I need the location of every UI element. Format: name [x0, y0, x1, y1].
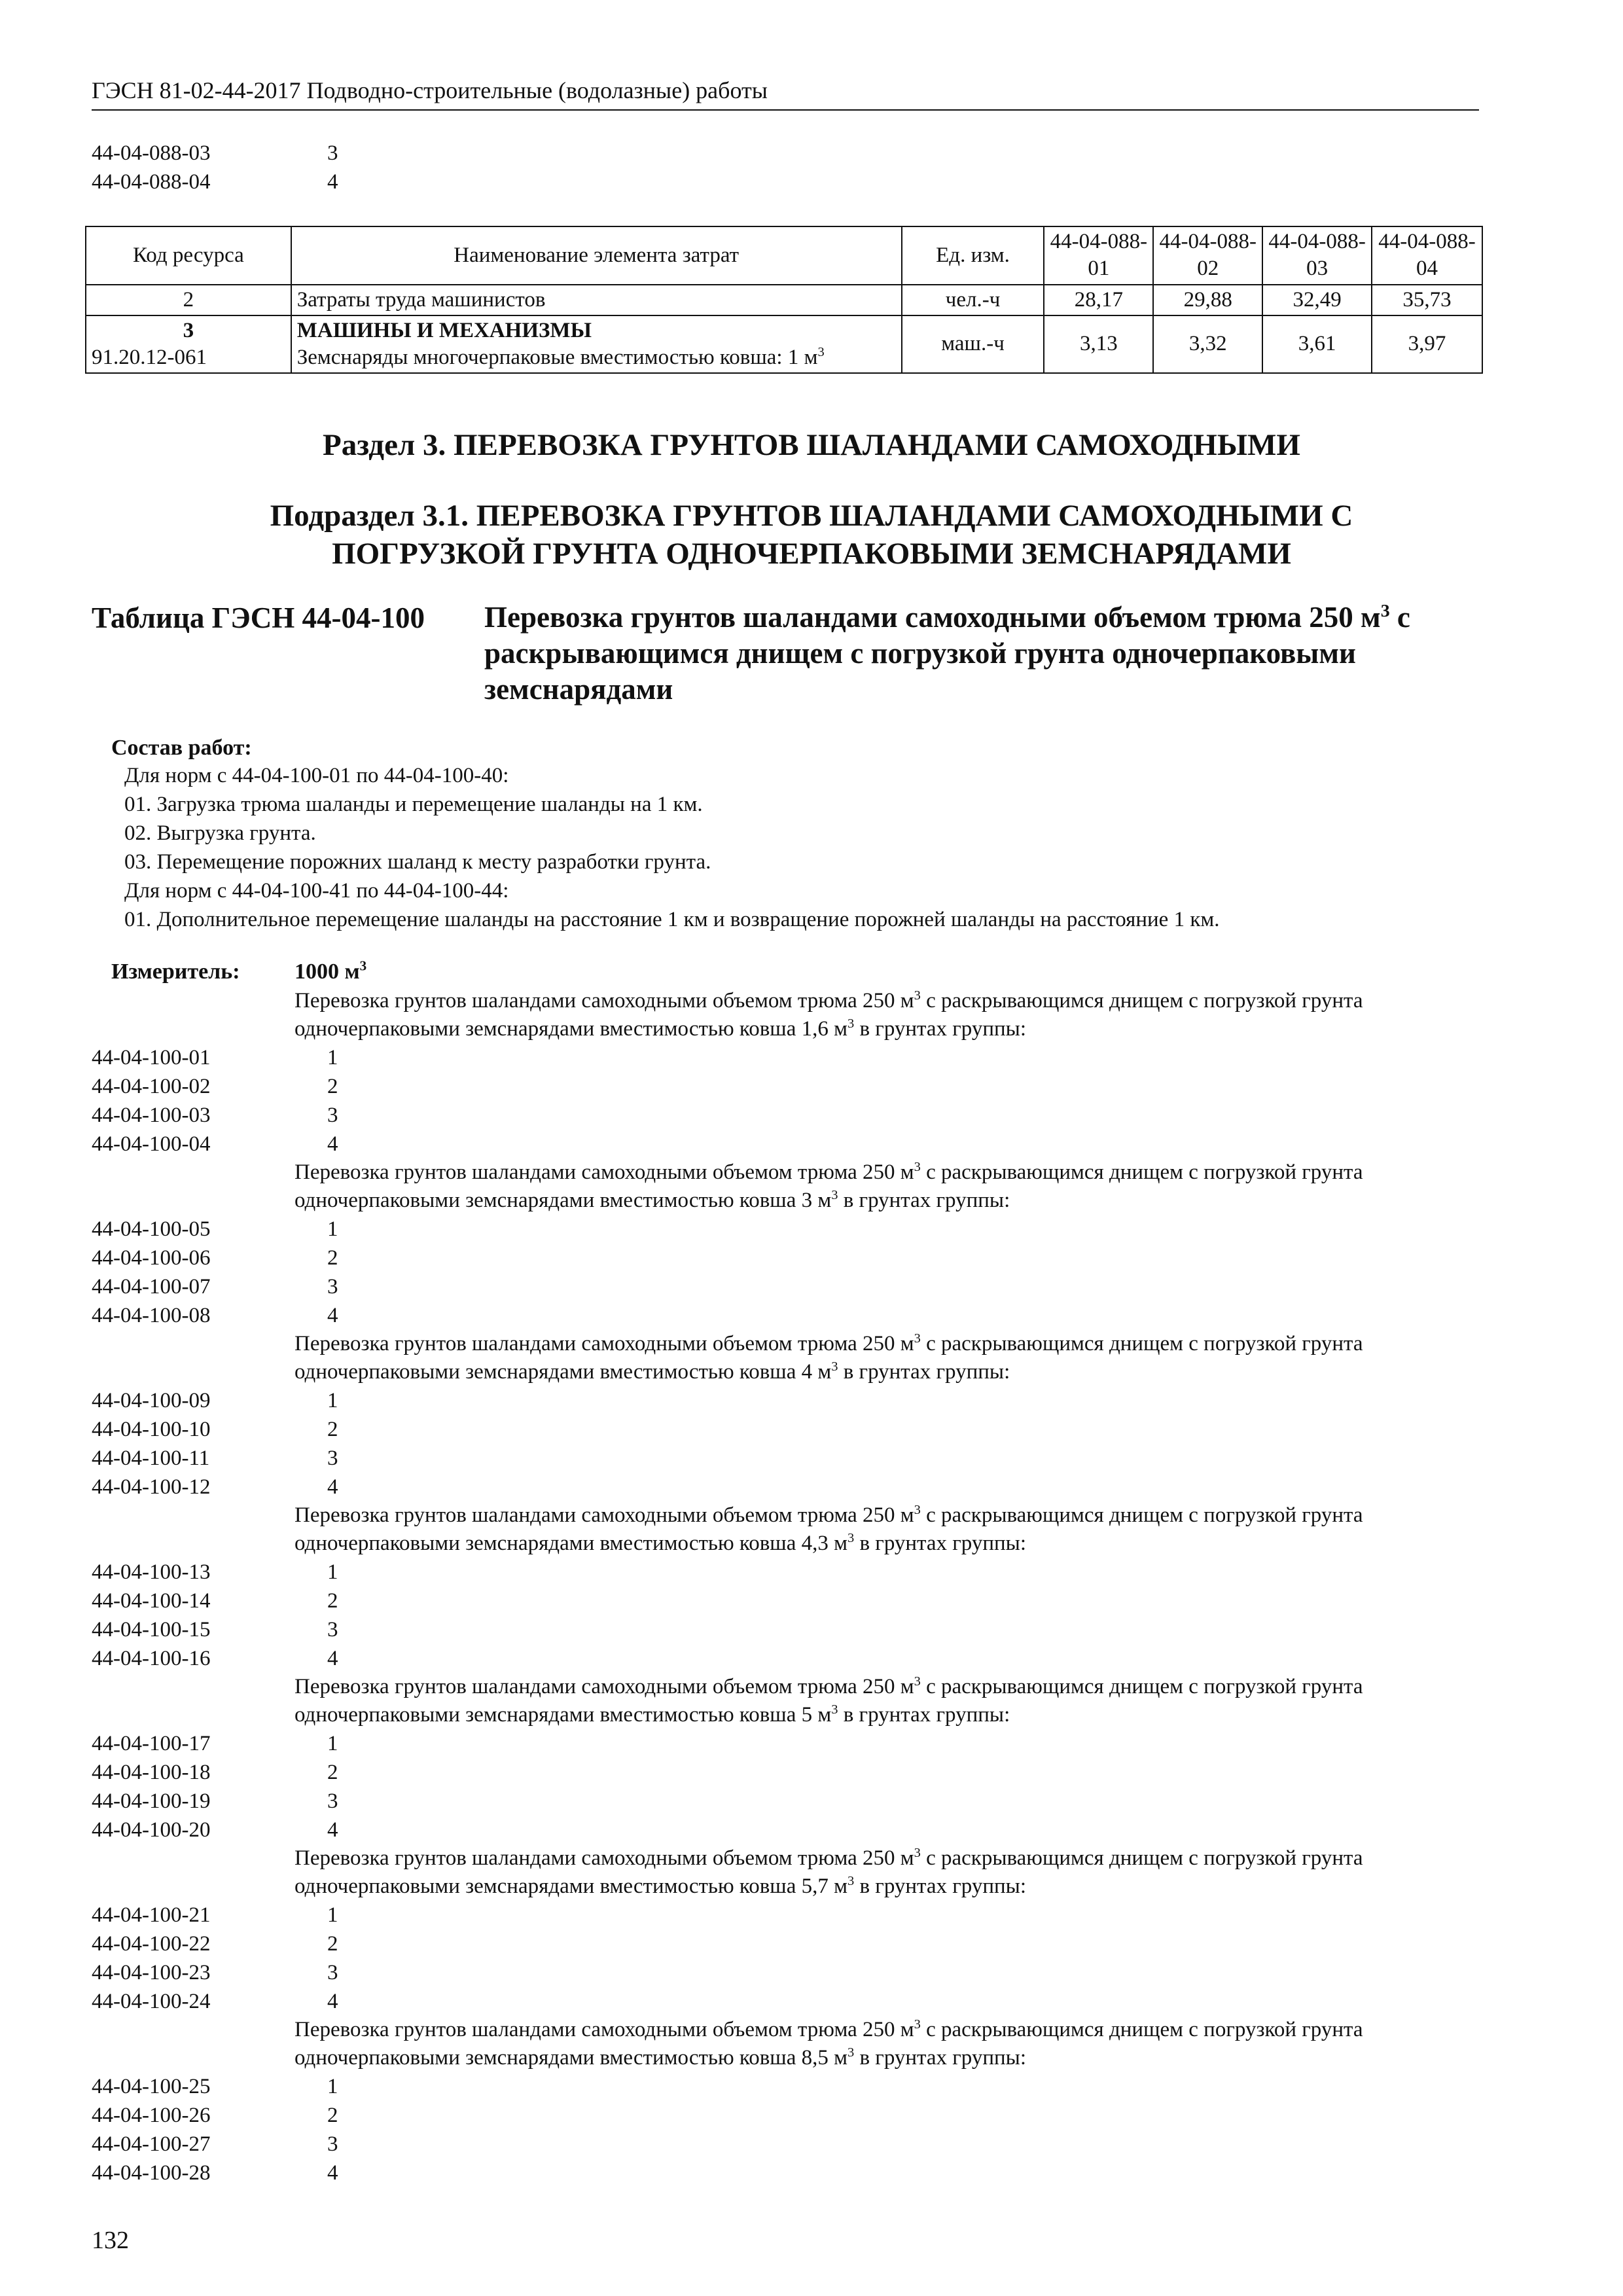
- column-header-norm: 44-04-088-04: [1372, 226, 1482, 285]
- resource-code-cell: [86, 315, 291, 374]
- norm-code: 44-04-088-03: [92, 141, 211, 165]
- table-row: [86, 315, 1482, 374]
- table-header-row: [86, 226, 1482, 285]
- soil-group-number: 4: [327, 1990, 338, 2013]
- norm-code: 44-04-100-27: [92, 2132, 211, 2156]
- resource-code: 2: [86, 285, 291, 315]
- norm-code: 44-04-100-26: [92, 2104, 211, 2127]
- resource-value: 3,13: [1044, 315, 1153, 374]
- table-label: Таблица ГЭСН 44-04-100: [92, 601, 425, 634]
- norm-code: 44-04-100-28: [92, 2161, 211, 2185]
- norm-code: 44-04-100-08: [92, 1304, 211, 1327]
- soil-group-number: 4: [327, 1647, 338, 1670]
- norm-code: 44-04-100-17: [92, 1732, 211, 1755]
- measure-unit: 1000 $м^3$: [294, 958, 367, 984]
- subsection-title-line-1: Подраздел 3.1. ПЕРЕВОЗКА ГРУНТОВ ШАЛАНДАМИ САМОХОДНЫМИ С: [270, 499, 1353, 533]
- norm-group-description: Перевозка грунтов шаландами самоходными объемом трюма 250 $м^3$ с раскрывающимся днищем с погрузкой грунта одночерпаковыми земснарядами вместимостью ковша 4 $м^3$ в грунтах группы:: [294, 1331, 1363, 1384]
- soil-group-number: 1: [327, 1217, 338, 1241]
- resource-value: 28,17: [1044, 285, 1153, 315]
- norm-code: 44-04-100-03: [92, 1103, 211, 1127]
- norm-group-description: Перевозка грунтов шаландами самоходными объемом трюма 250 $м^3$ с раскрывающимся днищем с погрузкой грунта одночерпаковыми земснарядами вместимостью ковша 5 $м^3$ в грунтах группы:: [294, 1674, 1363, 1727]
- work-composition-line: 03. Перемещение порожних шаланд к месту разработки грунта.: [124, 850, 711, 874]
- resource-cost-table: [85, 226, 1483, 374]
- document-header-title: ГЭСН 81-02-44-2017 Подводно-строительные (водолазные) работы: [92, 77, 768, 103]
- column-header-norm: 44-04-088-03: [1262, 226, 1372, 285]
- norm-group-description: Перевозка грунтов шаландами самоходными объемом трюма 250 $м^3$ с раскрывающимся днищем с погрузкой грунта одночерпаковыми земснарядами вместимостью ковша 3 $м^3$ в грунтах группы:: [294, 1160, 1363, 1212]
- soil-group-number: 2: [327, 1932, 338, 1956]
- resource-code: 91.20.12-061: [92, 346, 207, 369]
- norm-code: 44-04-100-22: [92, 1932, 211, 1956]
- norm-code: 44-04-100-14: [92, 1589, 211, 1613]
- norm-code: 44-04-100-19: [92, 1789, 211, 1813]
- norm-group-description: Перевозка грунтов шаландами самоходными объемом трюма 250 $м^3$ с раскрывающимся днищем с погрузкой грунта одночерпаковыми земснарядами вместимостью ковша 1,6 $м^3$ в грунтах группы:: [294, 988, 1363, 1041]
- norm-code: 44-04-100-16: [92, 1647, 211, 1670]
- soil-group-number: 4: [327, 170, 338, 194]
- soil-group-number: 1: [327, 1903, 338, 1927]
- soil-group-number: 2: [327, 2104, 338, 2127]
- soil-group-number: 1: [327, 1732, 338, 1755]
- soil-group-number: 3: [327, 1961, 338, 1984]
- header-divider: [92, 109, 1479, 111]
- column-header-code: Код ресурса: [86, 226, 291, 285]
- page-number: 132: [92, 2227, 129, 2254]
- norm-code: 44-04-100-11: [92, 1446, 210, 1470]
- soil-group-number: 2: [327, 1418, 338, 1441]
- norm-code: 44-04-100-21: [92, 1903, 211, 1927]
- measure-label: Измеритель:: [111, 960, 240, 984]
- column-header-unit: Ед. изм.: [902, 226, 1044, 285]
- soil-group-number: 1: [327, 1046, 338, 1069]
- norm-group-description: Перевозка грунтов шаландами самоходными объемом трюма 250 $м^3$ с раскрывающимся днищем с погрузкой грунта одночерпаковыми земснарядами вместимостью ковша 8,5 $м^3$ в грунтах группы:: [294, 2017, 1363, 2070]
- norm-code: 44-04-100-15: [92, 1618, 211, 1641]
- soil-group-number: 4: [327, 1475, 338, 1499]
- norm-code: 44-04-100-02: [92, 1075, 211, 1098]
- resource-name-cell: [291, 315, 902, 374]
- column-header-norm: 44-04-088-02: [1153, 226, 1262, 285]
- work-composition-title: Состав работ:: [111, 736, 252, 760]
- section-title: Раздел 3. ПЕРЕВОЗКА ГРУНТОВ ШАЛАНДАМИ САМОХОДНЫМИ: [323, 428, 1300, 462]
- resource-unit: чел.-ч: [902, 285, 1044, 315]
- soil-group-number: 4: [327, 1304, 338, 1327]
- soil-group-number: 4: [327, 1818, 338, 1842]
- soil-group-number: 2: [327, 1761, 338, 1784]
- soil-group-number: 3: [327, 141, 338, 165]
- work-composition-line: Для норм с 44-04-100-41 по 44-04-100-44:: [124, 879, 509, 903]
- soil-group-number: 1: [327, 1560, 338, 1584]
- column-header-name: Наименование элемента затрат: [291, 226, 902, 285]
- resource-value: 35,73: [1372, 285, 1482, 315]
- resource-value: 3,61: [1262, 315, 1372, 374]
- norm-code: 44-04-100-13: [92, 1560, 211, 1584]
- work-composition-line: 01. Дополнительное перемещение шаланды на расстояние 1 км и возвращение порожней шаланды на расстояние 1 км.: [124, 908, 1220, 931]
- work-composition-line: 02. Выгрузка грунта.: [124, 821, 316, 845]
- norm-code: 44-04-100-01: [92, 1046, 211, 1069]
- norm-code: 44-04-100-25: [92, 2075, 211, 2098]
- table-description: Перевозка грунтов шаландами самоходными объемом трюма 250 $м^3$ с раскрывающимся днищем с погрузкой грунта одночерпаковыми земснарядами: [484, 601, 1410, 706]
- norm-code: 44-04-100-18: [92, 1761, 211, 1784]
- work-composition-line: Для норм с 44-04-100-01 по 44-04-100-40:: [124, 764, 509, 787]
- soil-group-number: 1: [327, 2075, 338, 2098]
- soil-group-number: 2: [327, 1246, 338, 1270]
- soil-group-number: 4: [327, 1132, 338, 1156]
- norm-code: 44-04-100-24: [92, 1990, 211, 2013]
- resource-value: 32,49: [1262, 285, 1372, 315]
- norm-code: 44-04-088-04: [92, 170, 211, 194]
- resource-unit: маш.-ч: [902, 315, 1044, 374]
- soil-group-number: 3: [327, 1618, 338, 1641]
- norm-group-description: Перевозка грунтов шаландами самоходными объемом трюма 250 $м^3$ с раскрывающимся днищем с погрузкой грунта одночерпаковыми земснарядами вместимостью ковша 5,7 $м^3$ в грунтах группы:: [294, 1846, 1363, 1898]
- soil-group-number: 3: [327, 1103, 338, 1127]
- norm-code: 44-04-100-04: [92, 1132, 211, 1156]
- norm-code: 44-04-100-10: [92, 1418, 211, 1441]
- soil-group-number: 1: [327, 1389, 338, 1412]
- norm-code: 44-04-100-06: [92, 1246, 211, 1270]
- norm-code: 44-04-100-05: [92, 1217, 211, 1241]
- norm-code: 44-04-100-20: [92, 1818, 211, 1842]
- soil-group-number: 3: [327, 1789, 338, 1813]
- work-composition-line: 01. Загрузка трюма шаланды и перемещение шаланды на 1 км.: [124, 793, 703, 816]
- soil-group-number: 3: [327, 1275, 338, 1299]
- norm-code: 44-04-100-07: [92, 1275, 211, 1299]
- resource-group-code: 3: [183, 318, 194, 342]
- table-row: [86, 285, 1482, 315]
- soil-group-number: 2: [327, 1589, 338, 1613]
- subsection-title-line-2: ПОГРУЗКОЙ ГРУНТА ОДНОЧЕРПАКОВЫМИ ЗЕМСНАРЯДАМИ: [332, 537, 1291, 571]
- resource-value: 29,88: [1153, 285, 1262, 315]
- norm-code: 44-04-100-09: [92, 1389, 211, 1412]
- resource-value: 3,32: [1153, 315, 1262, 374]
- resource-name: Земснаряды многочерпаковые вместимостью ковша: 1 $м^3$: [296, 345, 825, 369]
- resource-value: 3,97: [1372, 315, 1482, 374]
- soil-group-number: 3: [327, 2132, 338, 2156]
- soil-group-number: 4: [327, 2161, 338, 2185]
- column-header-norm: 44-04-088-01: [1044, 226, 1153, 285]
- soil-group-number: 3: [327, 1446, 338, 1470]
- resource-name: Затраты труда машинистов: [291, 285, 902, 315]
- norm-code: 44-04-100-23: [92, 1961, 211, 1984]
- norm-code: 44-04-100-12: [92, 1475, 211, 1499]
- resource-group-name: МАШИНЫ И МЕХАНИЗМЫ: [296, 318, 592, 342]
- soil-group-number: 2: [327, 1075, 338, 1098]
- norm-group-description: Перевозка грунтов шаландами самоходными объемом трюма 250 $м^3$ с раскрывающимся днищем с погрузкой грунта одночерпаковыми земснарядами вместимостью ковша 4,3 $м^3$ в грунтах группы:: [294, 1503, 1363, 1555]
